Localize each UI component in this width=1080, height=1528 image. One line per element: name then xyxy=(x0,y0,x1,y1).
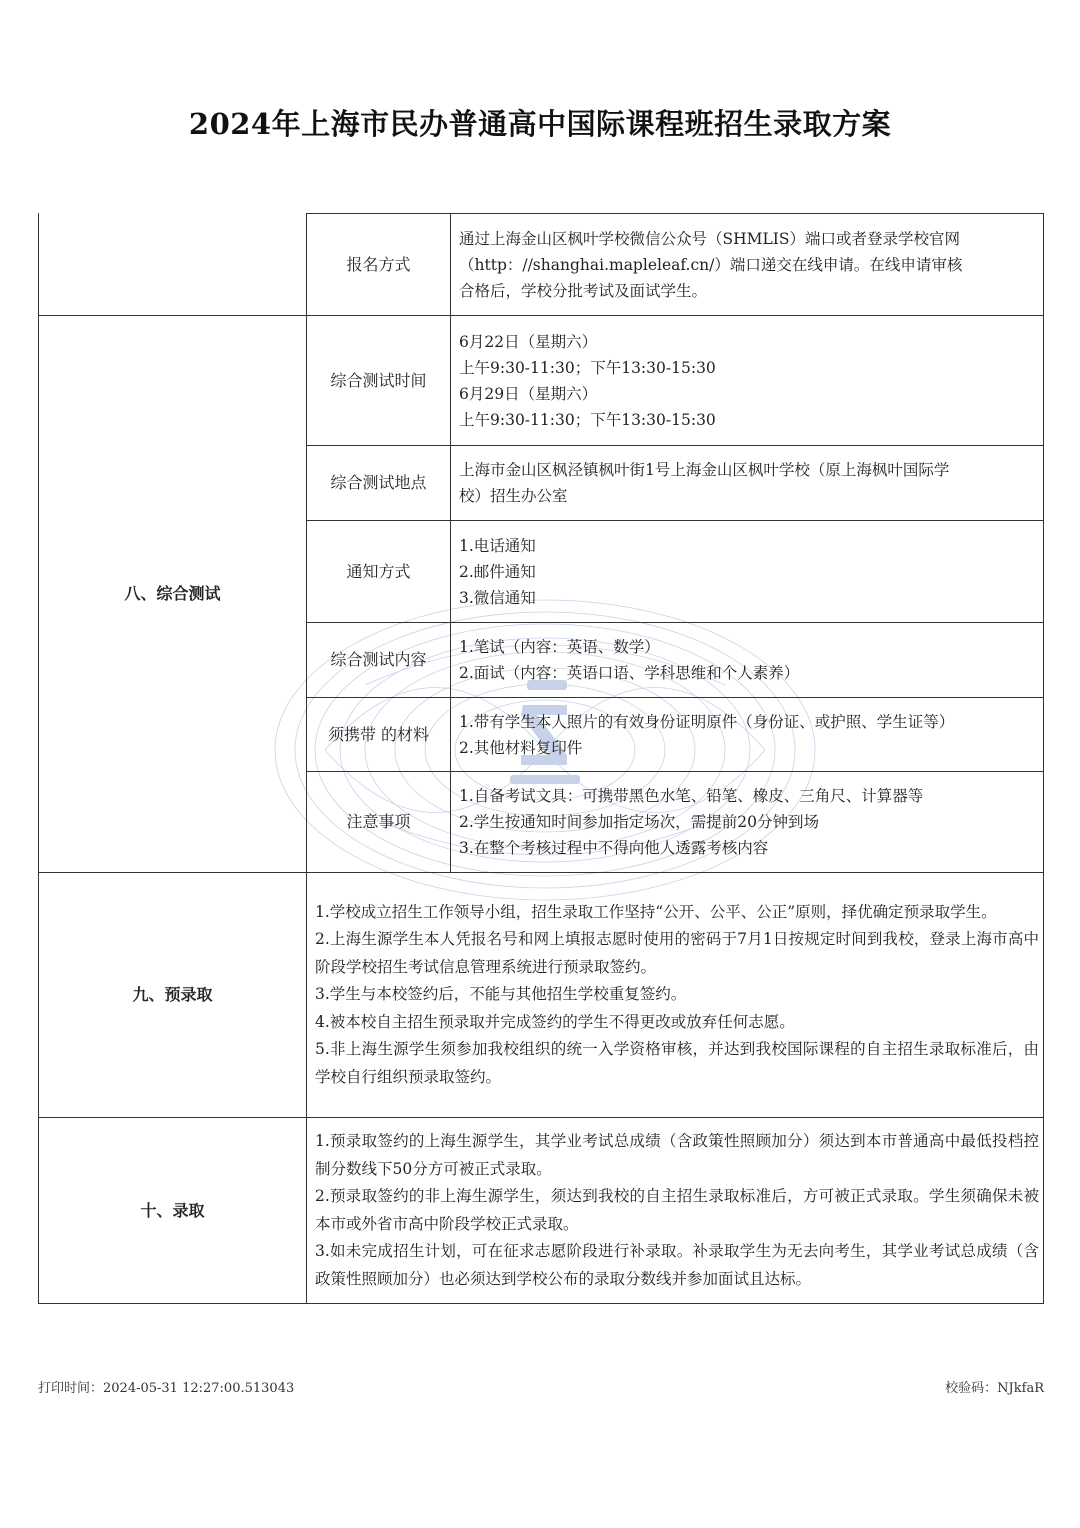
section-9-title: 九、预录取 xyxy=(132,985,213,1004)
pre-admission-paragraph: 1.学校成立招生工作领导小组，招生录取工作坚持“公开、公平、公正”原则，择优确定预录取学生。 xyxy=(315,902,997,921)
test-content-line: 1.笔试（内容：英语、数学） xyxy=(459,638,660,656)
test-content-label: 综合测试内容 xyxy=(330,650,427,669)
test-location-label: 综合测试地点 xyxy=(330,473,427,492)
notes-line: 1.自备考试文具：可携带黑色水笔、铅笔、橡皮、三角尺、计算器等 xyxy=(459,787,924,805)
checksum: 校验码：NJkfaR xyxy=(945,1381,1044,1396)
pre-admission-paragraph: 2.上海生源学生本人凭报名号和网上填报志愿时使用的密码于7月1日按规定时间到我校，登录上海市高中阶段学校招生考试信息管理系统进行预录取签约。 xyxy=(315,930,1039,976)
admission-paragraph: 3.如未完成招生计划，可在征求志愿阶段进行补录取。补录取学生为无去向考生，其学业考试总成绩（含政策性照顾加分）也必须达到学校公布的录取分数线并参加面试且达标。 xyxy=(315,1242,1039,1288)
section-10-title: 十、录取 xyxy=(140,1200,205,1220)
admission-paragraph: 1.预录取签约的上海生源学生，其学业考试总成绩（含政策性照顾加分）须达到本市普通高中最低投档控制分数线下50分方可被正式录取。 xyxy=(315,1132,1039,1178)
test-location-line: 校）招生办公室 xyxy=(459,487,568,505)
test-content-content xyxy=(451,623,1043,697)
notification-label: 通知方式 xyxy=(346,561,411,581)
admission-paragraph: 2.预录取签约的非上海生源学生，须达到我校的自主招生录取标准后，方可被正式录取。学生须确保未被本市或外省市高中阶段学校正式录取。 xyxy=(315,1187,1039,1233)
materials-line: 1.带有学生本人照片的有效身份证明原件（身份证、或护照、学生证等） xyxy=(459,712,955,731)
notes-label: 注意事项 xyxy=(346,812,411,831)
test-location-line: 上海市金山区枫泾镇枫叶街1号上海金山区枫叶学校（原上海枫叶国际学 xyxy=(459,461,950,479)
registration-line: 合格后，学校分批考试及面试学生。 xyxy=(459,281,708,300)
test-time-line: 6月29日（星期六） xyxy=(459,384,598,403)
test-time-line: 6月22日（星期六） xyxy=(459,332,598,351)
notification-line: 3.微信通知 xyxy=(459,588,536,607)
test-content-line: 2.面试（内容：英语口语、学科思维和个人素养） xyxy=(459,664,800,682)
pre-admission-content xyxy=(307,873,1043,1117)
test-time-line: 上午9:30-11:30；下午13:30-15:30 xyxy=(459,410,716,429)
materials-content xyxy=(451,698,1043,771)
notes-content xyxy=(451,772,1043,872)
pre-admission-paragraph: 4.被本校自主招生预录取并完成签约的学生不得更改或放弃任何志愿。 xyxy=(315,1012,795,1031)
test-time-line: 上午9:30-11:30；下午13:30-15:30 xyxy=(459,358,716,377)
notification-line: 2.邮件通知 xyxy=(459,562,536,581)
materials-label-line: 的材料 xyxy=(381,725,430,744)
notification-line: 1.电话通知 xyxy=(459,536,536,555)
test-time-label: 综合测试时间 xyxy=(330,370,427,390)
registration-line: 通过上海金山区枫叶学校微信公众号（SHMLIS）端口或者登录学校官网 xyxy=(459,229,961,248)
materials-line: 2.其他材料复印件 xyxy=(459,738,583,757)
pre-admission-paragraph: 5.非上海生源学生须参加我校组织的统一入学资格审核，并达到我校国际课程的自主招生录取标准后，由学校自行组织预录取签约。 xyxy=(315,1040,1039,1086)
admission-content xyxy=(307,1118,1043,1303)
notes-line: 2.学生按通知时间参加指定场次，需提前20分钟到场 xyxy=(459,813,820,831)
materials-label xyxy=(307,698,450,771)
registration-content xyxy=(451,214,1043,315)
registration-label: 报名方式 xyxy=(346,254,411,274)
page-title: 2024年上海市民办普通高中国际课程班招生录取方案 xyxy=(188,107,892,141)
section-8-title: 八、综合测试 xyxy=(124,584,221,603)
test-location-content xyxy=(451,446,1043,520)
notification-content xyxy=(451,521,1043,622)
notes-line: 3.在整个考核过程中不得向他人透露考核内容 xyxy=(459,839,769,857)
print-time: 打印时间：2024-05-31 12:27:00.513043 xyxy=(38,1381,295,1396)
materials-label-line: 须携带 xyxy=(327,725,376,744)
test-time-content xyxy=(451,316,1043,445)
pre-admission-paragraph: 3.学生与本校签约后，不能与其他招生学校重复签约。 xyxy=(315,985,687,1004)
registration-line: （http：//shanghai.mapleleaf.cn/）端口递交在线申请。在线申请审核 xyxy=(459,255,963,274)
